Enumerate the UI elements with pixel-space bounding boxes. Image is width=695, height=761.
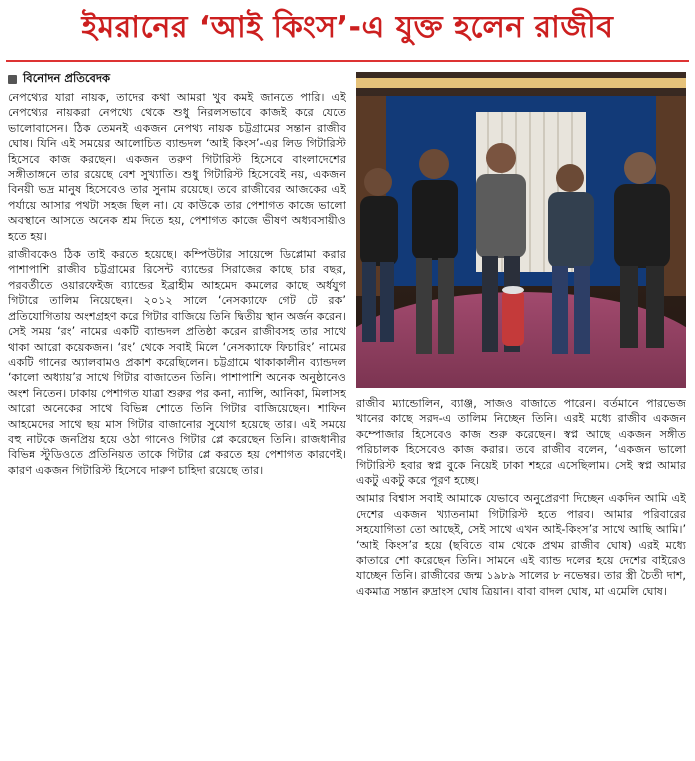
right-column <box>356 396 686 754</box>
paragraph: রাজীব ম্যান্ডোলিন, ব্যাঞ্জ, সাজও বাজাতে পারেন। বর্তমানে পারভেজ খানের কাছে সরদ-এ তালিম নিচ্ছেন তিনি। এরই মধ্যে রাজীব একজন কম্পোজার হিসেবেও কাজ শুরু করেছেন। স্বপ্ন আছে একজন সঙ্গীত পরিচালক হিসেবেও কাজ করার। তবে রাজীব বলেন, ‘একজন ভালো গিটারিস্ট হবার স্বপ্ন বুকে নিয়েই ঢাকা শহরে এসেছিলাম। সেই স্বপ্ন আমার একটু একটু করে পূরণ হচ্ছে। <box>356 397 686 488</box>
bullet-icon <box>8 75 17 84</box>
byline-text: বিনোদন প্রতিবেদক <box>23 71 111 85</box>
band-photo <box>356 72 686 388</box>
headline-rule <box>6 60 689 62</box>
headline: ইমরানের ‘আই কিংস’-এ যুক্ত হলেন রাজীব <box>81 9 614 45</box>
left-column <box>8 90 346 754</box>
paragraph: রাজীবকেও ঠিক তাই করতে হয়েছে। কম্পিউটার সায়েন্সে ডিপ্লোমা করার পাশাপাশি রাজীব চট্টগ্রামের রিসেন্ট ব্যান্ডের সিরাজের কাছে চার বছর, পরবর্তীতে ওয়ারফেইজ ব্যান্ডের ইব্রাহীম আহমেদ কমলের কাছে অর্ধযুগ গিটারে তালিম নিয়েছেন। ২০১২ সালে ‘নেসক্যাফে গেট টে রক’ প্রতিযোগিতায় অংশগ্রহণ করে গিটার বাজিয়ে তিনি দ্বিতীয় স্থান অর্জন করেন। সেই সময় ‘রং’ নামের একটি ব্যান্ডদল প্রতিষ্ঠা করেন রাজীবসহ তার সাথে থাকা আরো কয়েকজন। ‘রং’ থেকে সবাই মিলে ‘নেসক্যাফে ফিচারিং’ নামের একটি গানের অ্যালবামও প্রকাশ করেছিলেন। চট্টগ্রামে থাকাকালীন ব্যান্ডদল ‘কালো অধ্যায়’র সাথে গিটার বাজাতেন তিনি। পাশাপাশি অনেক অনুষ্ঠানেও অংশ নিতেন। ঢাকায় পেশাগত যাত্রা শুরুর পর কনা, ন্যান্সি, আনিকা, মিলাসহ আরো অনেকের সাথে বিভিন্ন শোতে তিনি গিটার বাজিয়েছেন। শাফিন আহমেদের সাথে ছয় মাস গিটার বাজানোর সুযোগ হয়েছে তার। এই সময়ে বহু নাটকে জনপ্রিয় হয়ে ওঠা গানেও গিটার প্লে করেছেন তিনি। রাজধানীর বিভিন্ন স্টুডিওতে প্রতিনিয়ত তাকে গিটার প্লে করতে হয় পেশাগত কারণেই। কারণ একজন গিটারিস্ট হিসেবে দারুণ চাহিদা রয়েছে তার। <box>8 248 346 477</box>
paragraph: আমার বিশ্বাস সবাই আমাকে যেভাবে অনুপ্রেরণা দিচ্ছেন একদিন আমি এই দেশের একজন খ্যাতনামা গিটারিস্ট হতে পারব। আমার পরিবারের সহযোগিতা তো আছেই, সেই সাথে এখন আই-কিংস’র সাথে আছি আমি।’ ‘আই কিংস’র হয়ে (ছবিতে বাম থেকে প্রথম রাজীব ঘোষ) এরই মধ্যে কাতারে শো করেছেন তিনি। সামনে এই ব্যান্ড দলের হয়ে দেশের বাইরেও যাচ্ছেন তিনি। রাজীবের জন্ম ১৯৮৯ সালের ৮ নভেম্বর। তার স্ত্রী চৈতী দাশ, একমাত্র সন্তান রুদ্রাংস ঘোষ ত্রিয়ান। বাবা বাদল ঘোষ, মা এমেলি ঘোষ। <box>356 492 686 598</box>
byline <box>8 70 110 89</box>
paragraph: নেপথ্যের যারা নায়ক, তাদের কথা আমরা খুব কমই জানতে পারি। এই নেপথ্যের নায়করা নেপথ্যে থেকে শুধু নিরলসভাবে কাজই করে যেতে ভালোবাসেন। ঠিক তেমনই একজন নেপথ্য নায়ক চট্টগ্রামের সন্তান রাজীব ঘোষ। যিনি এই সময়ের আলোচিত ব্যান্ডদল ‘আই কিংস’-এর লিড গিটারিস্ট হিসেবে কাজ করছেন। একজন তরুণ গিটারিস্ট হিসেবে বাংলাদেশের সঙ্গীতাঙ্গনে তার রয়েছে বেশ সুখ্যাতি। শুধু গিটারিস্ট হিসেবেই নয়, একজন বিনয়ী ভদ্র মানুষ হিসেবেও তার সুনাম রয়েছে। তবে রাজীবের আজকের এই পর্যায়ে আসার পথটা সহজ ছিল না। যে কাউকে তার পেশাগত কাজে ভালো অবস্থানে আসতে অনেক শ্রম দিতে হয়, পেশাগত কাজে ভীষণ অধ্যবসায়ীও হতে হয়। <box>8 91 346 243</box>
band-photo-illustration <box>356 72 686 388</box>
